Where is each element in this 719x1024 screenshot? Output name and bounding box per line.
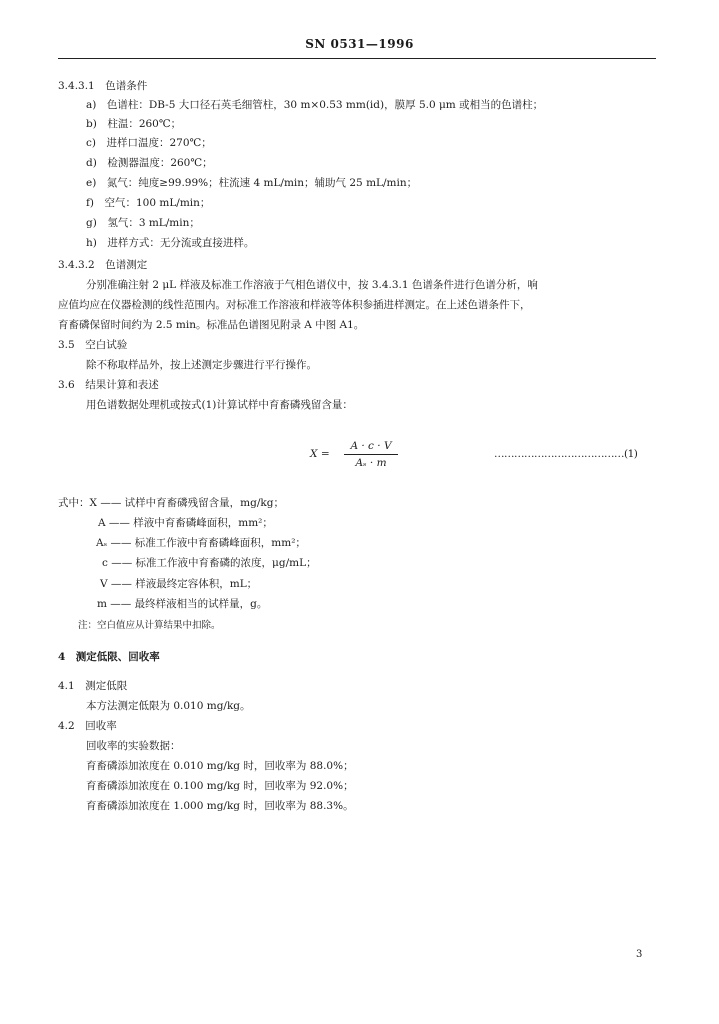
formula-numerator: A · c · V bbox=[350, 440, 392, 452]
condition-item-g: g) 氢气：3 mL/min； bbox=[86, 217, 200, 229]
formula bbox=[310, 440, 400, 470]
condition-item-f: f) 空气：100 mL/min； bbox=[86, 197, 211, 209]
definition-line: V —— 样液最终定容体积，mL； bbox=[100, 578, 258, 590]
condition-item-d: d) 检测器温度：260℃； bbox=[86, 157, 213, 169]
formula-denominator: Aₛ · m bbox=[355, 457, 387, 469]
paragraph-line: 应值均应在仪器检测的线性范围内。对标准工作溶液和样液等体积参插进样测定。在上述色谱条件下， bbox=[58, 299, 531, 311]
section-heading-4-1: 4.1 测定低限 bbox=[58, 680, 128, 692]
section-heading-4-2: 4.2 回收率 bbox=[58, 720, 117, 732]
definition-line: Aₛ —— 标准工作液中育畜磷峰面积，mm²； bbox=[96, 537, 306, 549]
condition-item-b: b) 柱温：260℃； bbox=[86, 118, 182, 130]
page-number: 3 bbox=[636, 949, 643, 960]
section-heading-3-6: 3.6 结果计算和表述 bbox=[58, 379, 159, 391]
condition-item-a: a) 色谱柱：DB-5 大口径石英毛细管柱，30 m×0.53 mm(id)，膜厚 5.0 μm 或相当的色谱柱； bbox=[86, 99, 544, 111]
recovery-line: 育畜磷添加浓度在 0.100 mg/kg 时，回收率为 92.0%； bbox=[86, 780, 354, 792]
header-rule bbox=[58, 58, 656, 59]
page-header: SN 0531—1996 bbox=[305, 37, 414, 51]
recovery-line: 育畜磷添加浓度在 1.000 mg/kg 时，回收率为 88.3%。 bbox=[86, 800, 354, 812]
recovery-line: 育畜磷添加浓度在 0.010 mg/kg 时，回收率为 88.0%； bbox=[86, 760, 354, 772]
paragraph-line: 用色谱数据处理机或按式(1)计算试样中育畜磷残留含量： bbox=[86, 399, 353, 411]
paragraph-line: 育畜磷保留时间约为 2.5 min。标准品色谱图见附录 A 中图 A1。 bbox=[58, 319, 365, 331]
section-heading-3-4-3-2: 3.4.3.2 色谱测定 bbox=[58, 259, 148, 271]
formula-fraction bbox=[344, 440, 398, 470]
definition-line: c —— 标准工作液中育畜磷的浓度，μg/mL； bbox=[102, 557, 317, 569]
section-heading-4: 4 测定低限、回收率 bbox=[58, 651, 160, 663]
definition-line: m —— 最终样液相当的试样量，g。 bbox=[97, 598, 268, 610]
paragraph-line: 回收率的实验数据： bbox=[86, 740, 181, 752]
definition-line: 式中：X —— 试样中育畜磷残留含量，mg/kg； bbox=[58, 497, 284, 509]
equation-number: …………………………………(1) bbox=[494, 448, 638, 460]
condition-item-h: h) 进样方式：无分流或直接进样。 bbox=[86, 237, 255, 249]
paragraph-line: 除不称取样品外，按上述测定步骤进行平行操作。 bbox=[86, 359, 317, 371]
condition-item-c: c) 进样口温度：270℃； bbox=[86, 137, 212, 149]
note-line: 注：空白值应从计算结果中扣除。 bbox=[78, 620, 221, 631]
section-heading-3-4-3-1: 3.4.3.1 色谱条件 bbox=[58, 80, 148, 92]
section-heading-3-5: 3.5 空白试验 bbox=[58, 339, 128, 351]
definition-line: A —— 样液中育畜磷峰面积，mm²； bbox=[98, 517, 273, 529]
fraction-bar bbox=[344, 454, 398, 455]
paragraph-line: 分别准确注射 2 μL 样液及标准工作溶液于气相色谱仪中，按 3.4.3.1 色谱条件进行色谱分析，响 bbox=[86, 279, 538, 291]
paragraph-line: 本方法测定低限为 0.010 mg/kg。 bbox=[86, 700, 251, 712]
formula-lhs: X = bbox=[310, 448, 330, 460]
condition-item-e: e) 氮气：纯度≥99.99%；柱流速 4 mL/min；辅助气 25 mL/min； bbox=[86, 177, 418, 189]
